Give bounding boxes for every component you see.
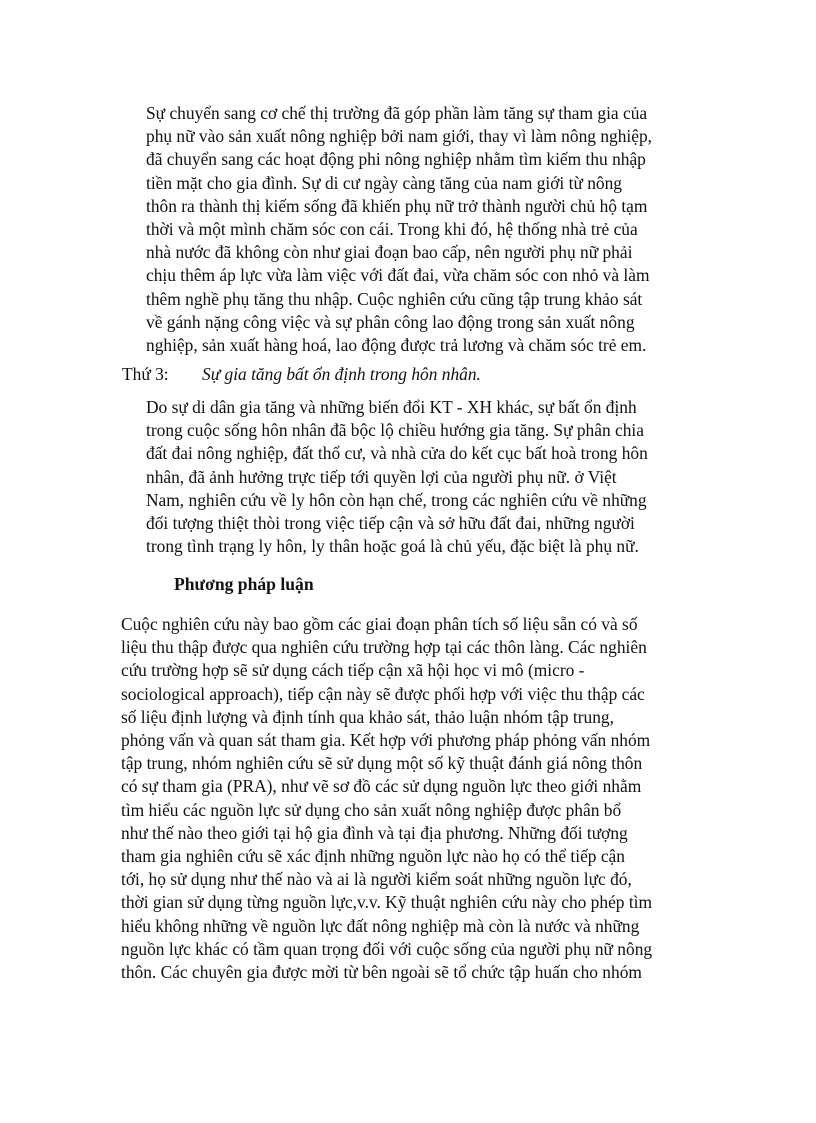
text-line: đối tượng thiệt thòi trong việc tiếp cận và sở hữu đất đai, những người bbox=[146, 513, 635, 534]
text-line: tiền mặt cho gia đình. Sự di cư ngày càng tăng của nam giới từ nông bbox=[146, 172, 623, 193]
text-line: tập trung, nhóm nghiên cứu sẽ sử dụng một số kỹ thuật đánh giá nông thôn bbox=[121, 753, 643, 774]
text-line: thời gian sử dụng từng nguồn lực,v.v. Kỹ thuật nghiên cứu này cho phép tìm bbox=[121, 892, 653, 913]
paragraph-methodology bbox=[121, 613, 652, 984]
item-title: Sự gia tăng bất ổn định trong hôn nhân. bbox=[202, 364, 481, 384]
text-line: sociological approach), tiếp cận này sẽ được phối hợp với việc thu thập các bbox=[121, 683, 645, 704]
text-line: số liệu định lượng và định tính qua khảo sát, thảo luận nhóm tập trung, bbox=[121, 706, 614, 727]
text-line: phụ nữ vào sản xuất nông nghiệp bởi nam giới, thay vì làm nông nghiệp, bbox=[146, 126, 652, 147]
text-line: thôn ra thành thị kiếm sống đã khiến phụ nữ trở thành người chủ hộ tạm bbox=[146, 195, 648, 216]
text-line: phỏng vấn và quan sát tham gia. Kết hợp với phương pháp phỏng vấn nhóm bbox=[121, 730, 651, 751]
text-line: đất đai nông nghiệp, đất thổ cư, và nhà cửa do kết cục bất hoà trong hôn bbox=[146, 443, 648, 464]
text-line: nhân, đã ảnh hưởng trực tiếp tới quyền lợi của người phụ nữ. ở Việt bbox=[146, 466, 617, 487]
text-line: nguồn lực khác có tầm quan trọng đối với cuộc sống của người phụ nữ nông bbox=[121, 938, 653, 959]
text-line: như thế nào theo giới tại hộ gia đình và tại địa phương. Những đối tượng bbox=[121, 822, 628, 843]
text-line: tham gia nghiên cứu sẽ xác định những nguồn lực nào họ có thể tiếp cận bbox=[121, 846, 625, 867]
text-line: liệu thu thập được qua nghiên cứu trường hợp tại các thôn làng. Các nghiên bbox=[121, 637, 647, 658]
text-line: trong cuộc sống hôn nhân đã bộc lộ chiều hướng gia tăng. Sự phân chia bbox=[146, 420, 644, 441]
text-line: có sự tham gia (PRA), như vẽ sơ đồ các sử dụng nguồn lực theo giới nhằm bbox=[121, 776, 642, 797]
text-line: đã chuyển sang các hoạt động phi nông nghiệp nhằm tìm kiếm thu nhập bbox=[146, 149, 646, 170]
item-number: Thứ 3: bbox=[122, 364, 169, 384]
text-line: nhà nước đã không còn như giai đoạn bao cấp, nên người phụ nữ phải bbox=[146, 242, 633, 263]
text-line: hiểu không những về nguồn lực đất nông nghiệp mà còn là nước và những bbox=[121, 915, 640, 936]
section-heading: Phương pháp luận bbox=[174, 574, 314, 594]
text-line: Do sự di dân gia tăng và những biến đổi KT - XH khác, sự bất ổn định bbox=[146, 397, 637, 417]
text-line: cứu trường hợp sẽ sử dụng cách tiếp cận xã hội học vi mô (micro - bbox=[121, 660, 585, 681]
text-line: Sự chuyển sang cơ chế thị trường đã góp phần làm tăng sự tham gia của bbox=[146, 103, 648, 123]
text-line: Nam, nghiên cứu về ly hôn còn hạn chế, trong các nghiên cứu về những bbox=[146, 489, 647, 510]
text-line: thời và một mình chăm sóc con cái. Trong khi đó, hệ thống nhà trẻ của bbox=[146, 219, 638, 240]
text-line: tìm hiểu các nguồn lực sử dụng cho sản xuất nông nghiệp được phân bổ bbox=[121, 799, 622, 820]
text-line: nghiệp, sản xuất hàng hoá, lao động được trả lương và chăm sóc trẻ em. bbox=[146, 335, 647, 356]
text-line: thôn. Các chuyên gia được mời từ bên ngoài sẽ tổ chức tập huấn cho nhóm bbox=[121, 962, 642, 983]
paragraph-market-transition bbox=[146, 102, 652, 357]
text-line: về gánh nặng công việc và sự phân công lao động trong sản xuất nông bbox=[146, 311, 635, 332]
text-line: Cuộc nghiên cứu này bao gồm các giai đoạn phân tích số liệu sẵn có và số bbox=[121, 614, 638, 634]
text-line: trong tình trạng ly hôn, ly thân hoặc goá là chủ yếu, đặc biệt là phụ nữ. bbox=[146, 536, 639, 557]
paragraph-marriage-instability bbox=[146, 396, 648, 558]
text-line: tới, họ sử dụng như thế nào và ai là người kiểm soát những nguồn lực đó, bbox=[121, 869, 632, 890]
text-line: chịu thêm áp lực vừa làm việc với đất đai, vừa chăm sóc con nhỏ và làm bbox=[146, 265, 650, 286]
text-line: thêm nghề phụ tăng thu nhập. Cuộc nghiên cứu cũng tập trung khảo sát bbox=[146, 288, 643, 309]
item-3-label bbox=[122, 364, 481, 385]
